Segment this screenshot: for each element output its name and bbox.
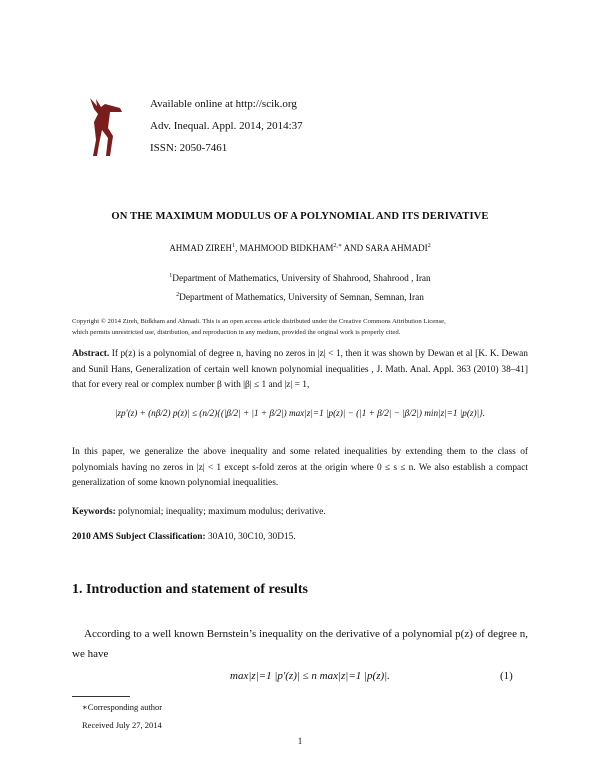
footnote-received: Received July 27, 2014 (82, 720, 162, 730)
journal-citation: Adv. Inequal. Appl. 2014, 2014:37 (150, 120, 303, 132)
author-3: SARA AHMADI (365, 243, 428, 253)
author-sep: AND (341, 243, 366, 253)
bernstein-equation: max|z|=1 |p′(z)| ≤ n max|z|=1 |p(z)|. (230, 670, 390, 682)
author-2: MAHMOOD BIDKHAM (239, 243, 334, 253)
paper-title: ON THE MAXIMUM MODULUS OF A POLYNOMIAL AND ITS DERIVATIVE (111, 211, 489, 222)
keywords-label: Keywords: (72, 507, 116, 517)
affiliation-2-text: Department of Mathematics, University of Semnan, Semnan, Iran (179, 293, 424, 303)
footnote-divider (72, 696, 130, 697)
author-2-sup: 2,∗ (333, 243, 342, 249)
copyright-notice (72, 316, 532, 338)
abstract-label: Abstract. (72, 349, 110, 359)
copyright-line-2: which permits unrestricted use, distribution, and reproduction in any medium, provided the original work is properly cited. (72, 329, 401, 336)
author-sep: , (235, 243, 240, 253)
author-1: AHMAD ZIREH (169, 243, 233, 253)
abstract-paragraph-2: In this paper, we generalize the above inequality and some related inequalities by extending them to the class of polynomials having no zeros in |z| < 1 except s-fold zeros at the origin where 0 ≤ s ≤ n. We also establish a compact generalization of some known polynomial inequalities. (72, 447, 528, 488)
journal-logo-icon (80, 92, 130, 162)
equation-number: (1) (500, 670, 513, 682)
page-number: 1 (297, 736, 303, 746)
abstract (72, 347, 528, 394)
authors (0, 243, 600, 253)
abstract-equation: |zp′(z) + (nβ/2) p(z)| ≤ (n/2){(|β/2| + |1 + β/2|) max|z|=1 |p(z)| − (|1 + β/2| − |β/2|) min|z|=1 |p(z)|}. (114, 408, 486, 418)
affiliation-2-sup: 2 (176, 292, 180, 298)
section-title: 1. Introduction and statement of results (72, 582, 308, 597)
affiliation-2 (0, 293, 600, 303)
keywords (72, 507, 326, 517)
copyright-line-1: Copyright © 2014 Zireh, Bidkham and Ahmadi. This is an open access article distributed under the Creative Commons Attribution License, (72, 318, 446, 325)
issn: ISSN: 2050-7461 (150, 142, 228, 154)
affiliation-1-sup: 1 (169, 273, 173, 279)
ams-text: 30A10, 30C10, 30D15. (205, 532, 296, 542)
author-3-sup: 2 (427, 243, 431, 249)
ams-classification (72, 532, 296, 542)
abstract-text: If p(z) is a polynomial of degree n, having no zeros in |z| < 1, then it was shown by Dewan et al [K. K. Dewan and Sunil Hans, Generalization of certain well known polynomial inequalities , J. Math. Anal. Appl. 363 (2010) 38–41] that for every real or complex number β with |β| ≤ 1 and |z| = 1, (72, 349, 528, 390)
keywords-text: polynomial; inequality; maximum modulus; derivative. (115, 507, 326, 517)
intro-paragraph: According to a well known Bernstein’s inequality on the derivative of a polynomial p(z) of degree n, we have (72, 628, 528, 660)
affiliation-1 (0, 274, 600, 284)
footnote-corresponding: ∗Corresponding author (82, 702, 163, 712)
affiliation-1-text: Department of Mathematics, University of Shahrood, Shahrood , Iran (172, 274, 431, 284)
available-online: Available online at http://scik.org (150, 98, 297, 110)
author-1-sup: 1 (232, 243, 236, 249)
ams-label: 2010 AMS Subject Classification: (72, 532, 206, 542)
